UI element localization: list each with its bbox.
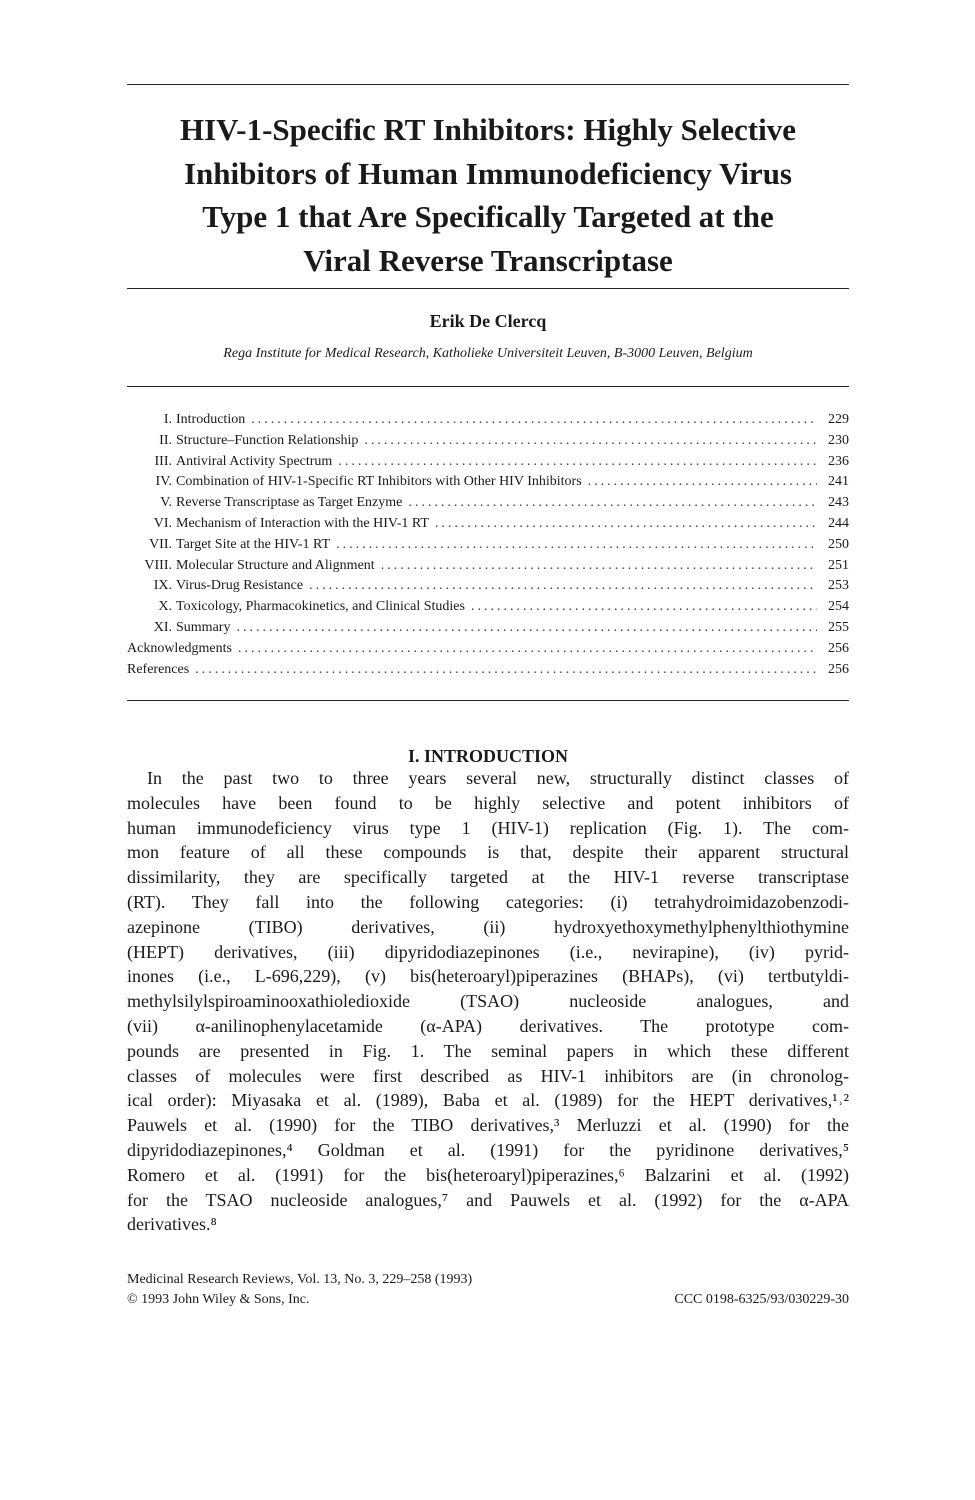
author-name: Erik De Clercq xyxy=(429,311,547,331)
toc-entry-page: 243 xyxy=(828,495,849,511)
body-line: dipyridodiazepinones,⁴ Goldman et al. (1991) for the pyridinone derivatives,⁵ xyxy=(127,1139,849,1160)
toc-entry[interactable] xyxy=(127,618,849,639)
top-rule xyxy=(127,84,849,85)
table-of-contents xyxy=(127,410,849,680)
toc-entry-title: Summary xyxy=(176,619,231,635)
toc-entry-page: 236 xyxy=(828,453,849,469)
toc-entry-page: 255 xyxy=(828,619,849,635)
toc-entry-number: VII. xyxy=(149,536,172,552)
toc-entry-title: Molecular Structure and Alignment xyxy=(176,557,375,573)
toc-entry-title: Toxicology, Pharmacokinetics, and Clinical Studies xyxy=(176,599,465,615)
toc-entry[interactable] xyxy=(127,493,849,514)
toc-entry[interactable] xyxy=(127,556,849,577)
footer-row xyxy=(127,1290,849,1310)
title-line: Viral Reverse Transcriptase xyxy=(303,242,673,278)
section-heading: I. INTRODUCTION xyxy=(407,745,569,766)
toc-entry[interactable] xyxy=(127,660,849,681)
body-line: classes of molecules were first described as HIV-1 inhibitors are (in chronolog- xyxy=(127,1065,849,1086)
toc-entry-title: Reverse Transcriptase as Target Enzyme xyxy=(176,495,403,511)
toc-entry-page: 253 xyxy=(828,578,849,594)
body-line: (vii) α-anilinophenylacetamide (α-APA) derivatives. The prototype com- xyxy=(127,1015,849,1036)
toc-leader-dots xyxy=(471,597,817,618)
toc-leader-dots xyxy=(588,472,817,493)
toc-entry[interactable] xyxy=(127,410,849,431)
body-line: molecules have been found to be highly selective and potent inhibitors of xyxy=(127,792,849,813)
toc-entry[interactable] xyxy=(127,597,849,618)
body-line: derivatives.⁸ xyxy=(127,1214,217,1235)
title-line: HIV-1-Specific RT Inhibitors: Highly Selective xyxy=(179,112,797,147)
toc-entry-title: Virus-Drug Resistance xyxy=(176,578,304,594)
toc-leader-dots xyxy=(338,452,817,473)
toc-entry-title: Structure–Function Relationship xyxy=(176,432,359,448)
toc-leader-dots xyxy=(251,410,817,431)
toc-entry-number: VI. xyxy=(153,515,172,531)
toc-entry-page: 229 xyxy=(828,412,849,427)
toc-leader-dots xyxy=(364,431,817,452)
toc-top-rule xyxy=(127,386,849,387)
title-line: Type 1 that Are Specifically Targeted at the xyxy=(202,199,774,234)
page-footer xyxy=(127,1270,849,1310)
toc-entry-number: IV. xyxy=(155,474,172,490)
body-line: human immunodeficiency virus type 1 (HIV-1) replication (Fig. 1). The com- xyxy=(127,817,849,838)
toc-entry[interactable] xyxy=(127,472,849,493)
toc-entry-number: III. xyxy=(154,453,172,469)
article-title xyxy=(127,108,849,282)
body-line: Pauwels et al. (1990) for the TIBO derivatives,³ Merluzzi et al. (1990) for the xyxy=(127,1115,849,1136)
introduction-paragraph xyxy=(127,766,849,1237)
toc-entry-title: Target Site at the HIV-1 RT xyxy=(176,536,331,552)
toc-entry-title: Mechanism of Interaction with the HIV-1 RT xyxy=(176,515,429,531)
body-line: inones (i.e., L-696,229), (v) bis(heteroaryl)piperazines (BHAPs), (vi) tertbutyldi- xyxy=(127,966,849,987)
toc-entry-title: References xyxy=(127,661,190,677)
toc-entry-title: Antiviral Activity Spectrum xyxy=(176,453,333,469)
toc-leader-dots xyxy=(381,556,817,577)
toc-entry-number: IX. xyxy=(153,578,172,594)
toc-entry-number: X. xyxy=(158,599,172,615)
toc-leader-dots xyxy=(195,660,817,681)
body-line: for the TSAO nucleoside analogues,⁷ and Pauwels et al. (1992) for the α-APA xyxy=(127,1189,849,1210)
toc-bottom-rule xyxy=(127,700,849,701)
title-rule xyxy=(127,288,849,289)
toc-entry-number: V. xyxy=(160,495,172,511)
toc-entry-page: 250 xyxy=(828,536,849,552)
toc-leader-dots xyxy=(408,493,817,514)
toc-entry[interactable] xyxy=(127,535,849,556)
ccc-code: CCC 0198-6325/93/030229-30 xyxy=(674,1292,849,1307)
toc-entry-page: 254 xyxy=(828,599,849,615)
journal-citation: Medicinal Research Reviews, Vol. 13, No. 3, 229–258 (1993) xyxy=(127,1272,473,1287)
toc-entry-number: II. xyxy=(159,432,172,448)
toc-entry-number: VIII. xyxy=(144,557,172,573)
toc-entry-page: 256 xyxy=(828,661,849,677)
body-line: (RT). They fall into the following categories: (i) tetrahydroimidazobenzodi- xyxy=(127,891,849,912)
body-line: ical order): Miyasaka et al. (1989), Baba et al. (1989) for the HEPT derivatives,¹˒² xyxy=(127,1090,849,1111)
toc-entry[interactable] xyxy=(127,452,849,473)
toc-entry-page: 241 xyxy=(828,474,849,490)
title-line: Inhibitors of Human Immunodeficiency Virus xyxy=(183,155,792,191)
body-line: Romero et al. (1991) for the bis(heteroaryl)piperazines,⁶ Balzarini et al. (1992) xyxy=(127,1164,849,1185)
body-line: mon feature of all these compounds is that, despite their apparent structural xyxy=(127,842,849,863)
body-line: In the past two to three years several new, structurally distinct classes of xyxy=(147,768,849,788)
body-line: methylsilylspiroaminooxathioledioxide (TSAO) nucleoside analogues, and xyxy=(127,991,849,1012)
body-line: pounds are presented in Fig. 1. The seminal papers in which these different xyxy=(127,1040,849,1061)
toc-entry[interactable] xyxy=(127,514,849,535)
toc-leader-dots xyxy=(238,639,817,660)
toc-entry-number: I. xyxy=(163,412,172,427)
toc-entry-title: Combination of HIV-1-Specific RT Inhibitors with Other HIV Inhibitors xyxy=(176,474,582,490)
toc-entry-title: Introduction xyxy=(176,412,246,427)
toc-leader-dots xyxy=(336,535,817,556)
body-line: (HEPT) derivatives, (iii) dipyridodiazepinones (i.e., nevirapine), (iv) pyrid- xyxy=(127,941,849,962)
toc-entry-number: XI. xyxy=(153,619,172,635)
toc-entry-page: 230 xyxy=(828,432,849,448)
toc-entry-page: 244 xyxy=(828,515,849,531)
toc-entry-page: 251 xyxy=(828,557,849,573)
toc-entry-title: Acknowledgments xyxy=(127,640,232,656)
toc-leader-dots xyxy=(309,576,817,597)
toc-leader-dots xyxy=(435,514,817,535)
toc-entry[interactable] xyxy=(127,576,849,597)
copyright-notice: © 1993 John Wiley & Sons, Inc. xyxy=(127,1292,310,1307)
toc-entry[interactable] xyxy=(127,639,849,660)
toc-entry[interactable] xyxy=(127,431,849,452)
body-line: azepinone (TIBO) derivatives, (ii) hydroxyethoxymethylphenylthiothymine xyxy=(127,916,849,937)
toc-leader-dots xyxy=(236,618,817,639)
author-affiliation: Rega Institute for Medical Research, Katholieke Universiteit Leuven, B-3000 Leuven, Belgium xyxy=(223,346,753,361)
body-line: dissimilarity, they are specifically targeted at the HIV-1 reverse transcriptase xyxy=(127,867,849,888)
toc-entry-page: 256 xyxy=(828,640,849,656)
